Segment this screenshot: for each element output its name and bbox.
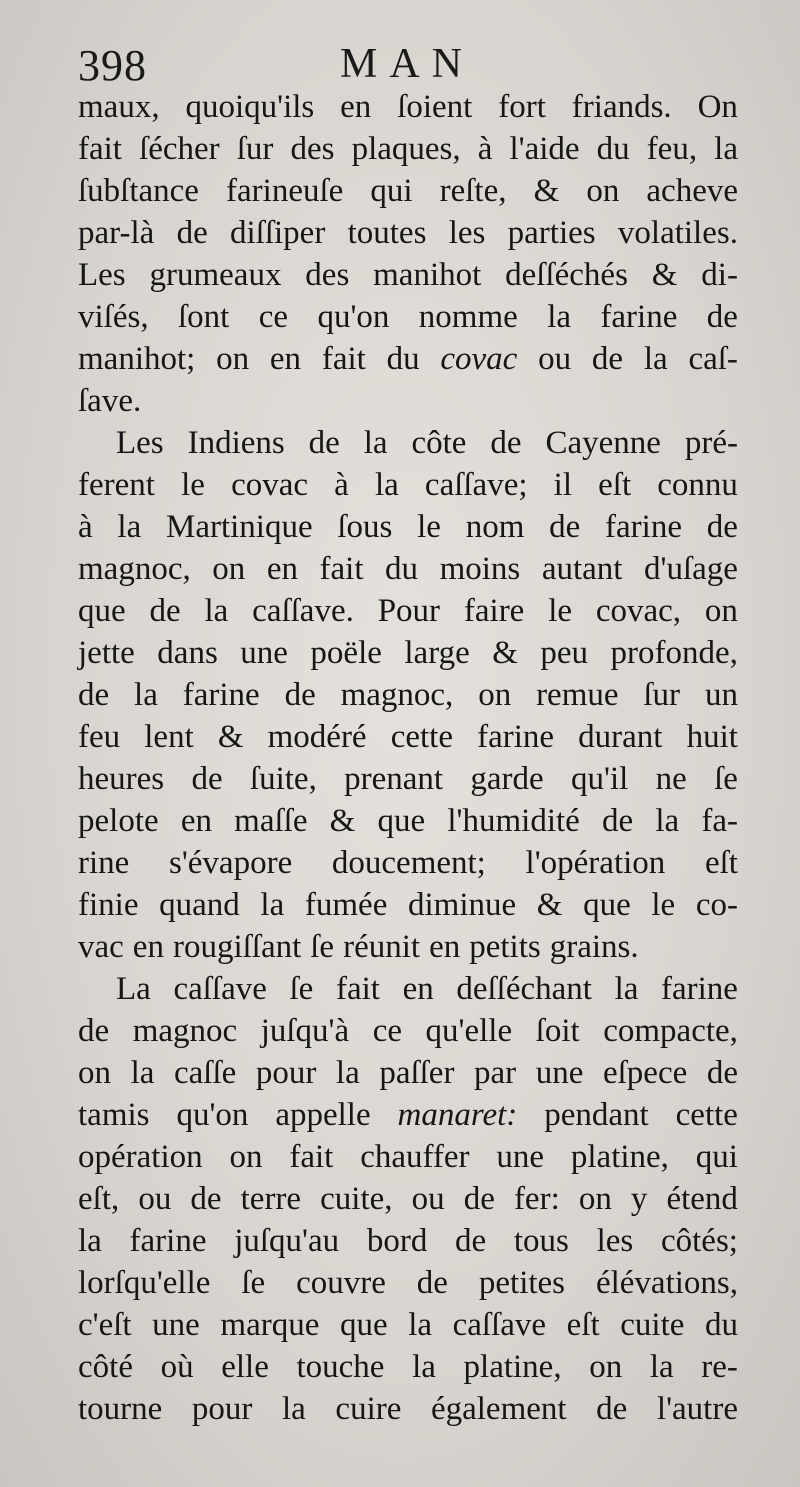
text-line: heures de ſuite, prenant garde qu'il ne ſe bbox=[78, 761, 738, 797]
text-line: que de la caſſave. Pour faire le covac, on bbox=[78, 593, 738, 629]
text-line: La caſſave ſe fait en deſſéchant la farine bbox=[116, 971, 738, 1007]
text-line: opération on fait chauffer une platine, qui bbox=[78, 1139, 738, 1175]
text-line: tourne pour la cuire également de l'autre bbox=[78, 1391, 738, 1427]
text-line: tamis qu'on appelle manaret: pendant cette bbox=[78, 1097, 738, 1133]
page-header bbox=[0, 40, 800, 90]
text-line: magnoc, on en fait du moins autant d'uſage bbox=[78, 551, 738, 587]
text-line: Les Indiens de la côte de Cayenne pré- bbox=[116, 425, 738, 461]
text-line: Les grumeaux des manihot deſſéchés & di- bbox=[78, 257, 738, 293]
text-line: fait ſécher ſur des plaques, à l'aide du feu, la bbox=[78, 131, 738, 167]
text-line: finie quand la fumée diminue & que le co- bbox=[78, 887, 738, 923]
text-line: à la Martinique ſous le nom de farine de bbox=[78, 509, 738, 545]
body-text bbox=[78, 86, 738, 1430]
text-line: ſave. bbox=[78, 383, 142, 419]
text-line: feu lent & modéré cette farine durant huit bbox=[78, 719, 738, 755]
text-line: c'eſt une marque que la caſſave eſt cuite du bbox=[78, 1307, 738, 1343]
paragraph bbox=[78, 86, 738, 422]
text-line: pelote en maſſe & que l'humidité de la fa- bbox=[78, 803, 738, 839]
text-line: côté où elle touche la platine, on la re- bbox=[78, 1349, 738, 1385]
text-line: ſubſtance farineuſe qui reſte, & on acheve bbox=[78, 173, 738, 209]
text-line: lorſqu'elle ſe couvre de petites élévations, bbox=[78, 1265, 738, 1301]
text-line: de la farine de magnoc, on remue ſur un bbox=[78, 677, 738, 713]
text-line: ferent le covac à la caſſave; il eſt connu bbox=[78, 467, 738, 503]
text-line: de magnoc juſqu'à ce qu'elle ſoit compacte, bbox=[78, 1013, 738, 1049]
running-head: MAN bbox=[340, 41, 475, 87]
paragraph bbox=[78, 968, 738, 1430]
text-line: on la caſſe pour la paſſer par une eſpece de bbox=[78, 1055, 738, 1091]
text-line: eſt, ou de terre cuite, ou de fer: on y étend bbox=[78, 1181, 738, 1217]
text-line: manihot; on en fait du covac ou de la caſ- bbox=[78, 341, 738, 377]
text-line: la farine juſqu'au bord de tous les côtés; bbox=[78, 1223, 738, 1259]
paragraph bbox=[78, 422, 738, 968]
text-line: rine s'évapore doucement; l'opération eſt bbox=[78, 845, 738, 881]
text-line: par-là de diſſiper toutes les parties volatiles. bbox=[78, 215, 738, 251]
text-line: maux, quoiqu'ils en ſoient fort friands. On bbox=[78, 89, 738, 125]
text-line: jette dans une poële large & peu profonde, bbox=[78, 635, 738, 671]
text-line: viſés, ſont ce qu'on nomme la farine de bbox=[78, 299, 738, 335]
page-number: 398 bbox=[78, 41, 147, 90]
text-line: vac en rougiſſant ſe réunit en petits grains. bbox=[78, 929, 639, 965]
